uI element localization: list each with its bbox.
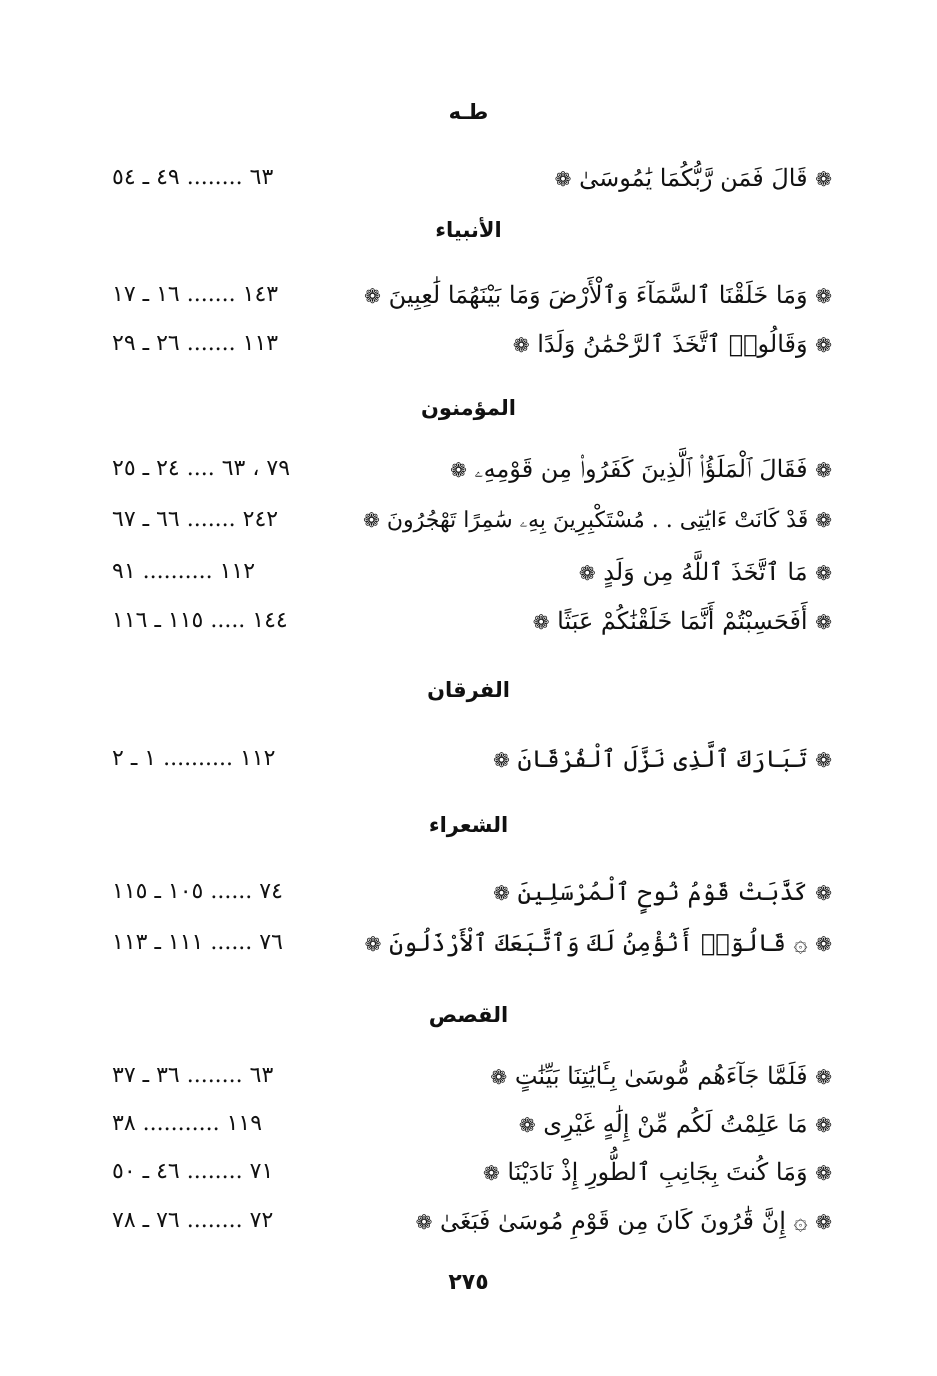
verse-text — [450, 449, 832, 490]
ornament-icon: ❁ — [554, 167, 572, 191]
ornament-icon: ❁ — [493, 881, 510, 905]
verse-reference: ١١٢ .......... ١ ـ ٢ — [112, 746, 276, 771]
verse-label: مَا ٱتَّخَذَ ٱللَّهُ مِن وَلَدٍ — [603, 558, 808, 586]
verse-text — [365, 923, 832, 964]
ornament-icon: ❁ — [483, 1161, 500, 1185]
ornament-icon: ❁ — [815, 1065, 832, 1089]
verse-reference: ١١٩ ........... ٣٨ — [112, 1111, 263, 1136]
ornament-icon: ❁ — [815, 333, 832, 357]
verse-label: أَفَحَسِبْتُمْ أَنَّمَا خَلَقْنَٰكُمْ عَبَثًا — [557, 607, 808, 635]
ornament-icon: ❁ — [815, 932, 832, 956]
index-entry — [112, 923, 832, 963]
index-entry — [112, 601, 832, 641]
ornament-icon: ❁ — [815, 561, 832, 585]
verse-text — [490, 1056, 832, 1097]
verse-text — [579, 552, 832, 593]
index-entry — [112, 275, 832, 315]
verse-label: مَا عَلِمْتُ لَكُم مِّنْ إِلَٰهٍ غَيْرِى — [543, 1110, 808, 1138]
section-heading-furqan: الفرقان — [427, 678, 510, 702]
ornament-icon: ❁ — [815, 1113, 832, 1137]
index-entry — [112, 500, 832, 540]
verse-label: وَمَا خَلَقْنَا ٱلسَّمَآءَ وَٱلْأَرْضَ وَمَا بَيْنَهُمَا لَٰعِبِينَ — [388, 281, 808, 309]
ornament-icon: ❁ — [815, 748, 832, 772]
verse-label: كَذَّبَتْ قَوْمُ نُوحٍ ٱلْمُرْسَلِينَ — [517, 878, 808, 906]
verse-reference: ٧٦ ...... ١١١ ـ ١١٣ — [112, 930, 283, 955]
verse-reference: ٧١ ........ ٤٦ ـ ٥٠ — [112, 1159, 274, 1184]
ornament-icon: ❁ — [815, 458, 832, 482]
ornament-icon: ❁ — [364, 284, 381, 308]
ornament-icon: ❁ — [532, 610, 550, 634]
index-entry — [112, 158, 832, 198]
ornament-icon: ❁ — [518, 1113, 536, 1137]
section-heading-shuara: الشعراء — [428, 813, 509, 837]
ornament-icon: ❁ — [815, 284, 832, 308]
verse-reference: ٧٢ ........ ٧٦ ـ ٧٨ — [112, 1208, 274, 1233]
index-entry — [112, 1056, 832, 1096]
verse-reference: ٧٩ ، ٦٣ .... ٢٤ ـ ٢٥ — [112, 456, 291, 481]
verse-reference: ١٤٣ ....... ١٦ ـ ١٧ — [112, 282, 279, 307]
verse-reference: ٦٣ ........ ٤٩ ـ ٥٤ — [112, 165, 274, 190]
verse-reference: ٦٣ ........ ٣٦ ـ ٣٧ — [112, 1063, 274, 1088]
ornament-icon: ❁ — [512, 333, 530, 357]
verse-label: وَمَا كُنتَ بِجَانِبِ ٱلطُّورِ إِذْ نَادَيْنَا — [507, 1158, 808, 1186]
ornament-icon: ❁ — [815, 881, 832, 905]
verse-text — [533, 601, 832, 642]
ornament-icon: ❁ — [815, 508, 832, 532]
ornament-icon: ❁ — [363, 508, 380, 532]
verse-text — [363, 500, 832, 541]
verse-text — [416, 1201, 832, 1242]
verse-text — [555, 158, 832, 199]
section-heading-muminun: المؤمنون — [421, 396, 516, 420]
ornament-icon: ❁ — [815, 1161, 832, 1185]
index-entry — [112, 324, 832, 364]
section-heading-anbiya: الأنبياء — [435, 218, 502, 242]
verse-label: وَقَالُوا۟ ٱتَّخَذَ ٱلرَّحْمَٰنُ وَلَدًا — [537, 330, 808, 358]
verse-reference: ٧٤ ...... ١٠٥ ـ ١١٥ — [112, 879, 283, 904]
ornament-icon: ❁ — [490, 1065, 508, 1089]
verse-text — [493, 872, 832, 913]
ornament-icon: ❁ — [815, 610, 832, 634]
verse-reference: ١٤٤ ..... ١١٥ ـ ١١٦ — [112, 608, 288, 633]
index-entry — [112, 449, 832, 489]
verse-label: فَقَالَ ٱلْمَلَؤُا۟ ٱلَّذِينَ كَفَرُوا۟ مِن قَوْمِهِۦ — [474, 455, 808, 483]
index-entry — [112, 1104, 832, 1144]
verse-label: فَلَمَّا جَآءَهُم مُّوسَىٰ بِـَٔايَٰتِنَا بَيِّنَٰتٍ — [514, 1062, 808, 1090]
ornament-icon: ❁ — [415, 1210, 433, 1234]
verse-text — [364, 275, 832, 316]
verse-label: تَبَارَكَ ٱلَّذِى نَزَّلَ ٱلْفُرْقَانَ — [517, 745, 808, 773]
section-heading-qasas: القصص — [428, 1003, 509, 1027]
verse-text — [513, 324, 832, 365]
index-entry — [112, 872, 832, 912]
ornament-icon: ❁ — [815, 1210, 832, 1234]
ornament-icon: ❁ — [364, 932, 382, 956]
index-entry — [112, 1201, 832, 1241]
index-entry — [112, 1152, 832, 1192]
ornament-icon: ❁ — [450, 458, 467, 482]
index-entry — [112, 739, 832, 779]
section-heading-taha: طـه — [448, 100, 489, 124]
verse-label: ۞ إِنَّ قَٰرُونَ كَانَ مِن قَوْمِ مُوسَىٰ فَبَغَىٰ — [440, 1207, 808, 1235]
ornament-icon: ❁ — [578, 561, 596, 585]
verse-text — [483, 1152, 832, 1193]
verse-label: ۞ قَالُوٓا۟ أَنُؤْمِنُ لَكَ وَٱتَّبَعَكَ ٱلْأَرْذَلُونَ — [389, 929, 808, 957]
page-number: ٢٧٥ — [448, 1270, 489, 1295]
verse-label: قَالَ فَمَن رَّبُّكُمَا يَٰمُوسَىٰ — [579, 164, 808, 192]
verse-reference: ٢٤٢ ....... ٦٦ ـ ٦٧ — [112, 507, 279, 532]
ornament-icon: ❁ — [815, 167, 832, 191]
ornament-icon: ❁ — [493, 748, 510, 772]
verse-reference: ١١٣ ....... ٢٦ ـ ٢٩ — [112, 331, 279, 356]
verse-reference: ١١٢ .......... ٩١ — [112, 559, 256, 584]
verse-text — [493, 739, 832, 780]
verse-label: قَدْ كَانَتْ ءَايَٰتِى . . مُسْتَكْبِرِينَ بِهِۦ سَٰمِرًا تَهْجُرُونَ — [386, 508, 809, 533]
verse-text — [519, 1104, 832, 1145]
index-entry — [112, 552, 832, 592]
